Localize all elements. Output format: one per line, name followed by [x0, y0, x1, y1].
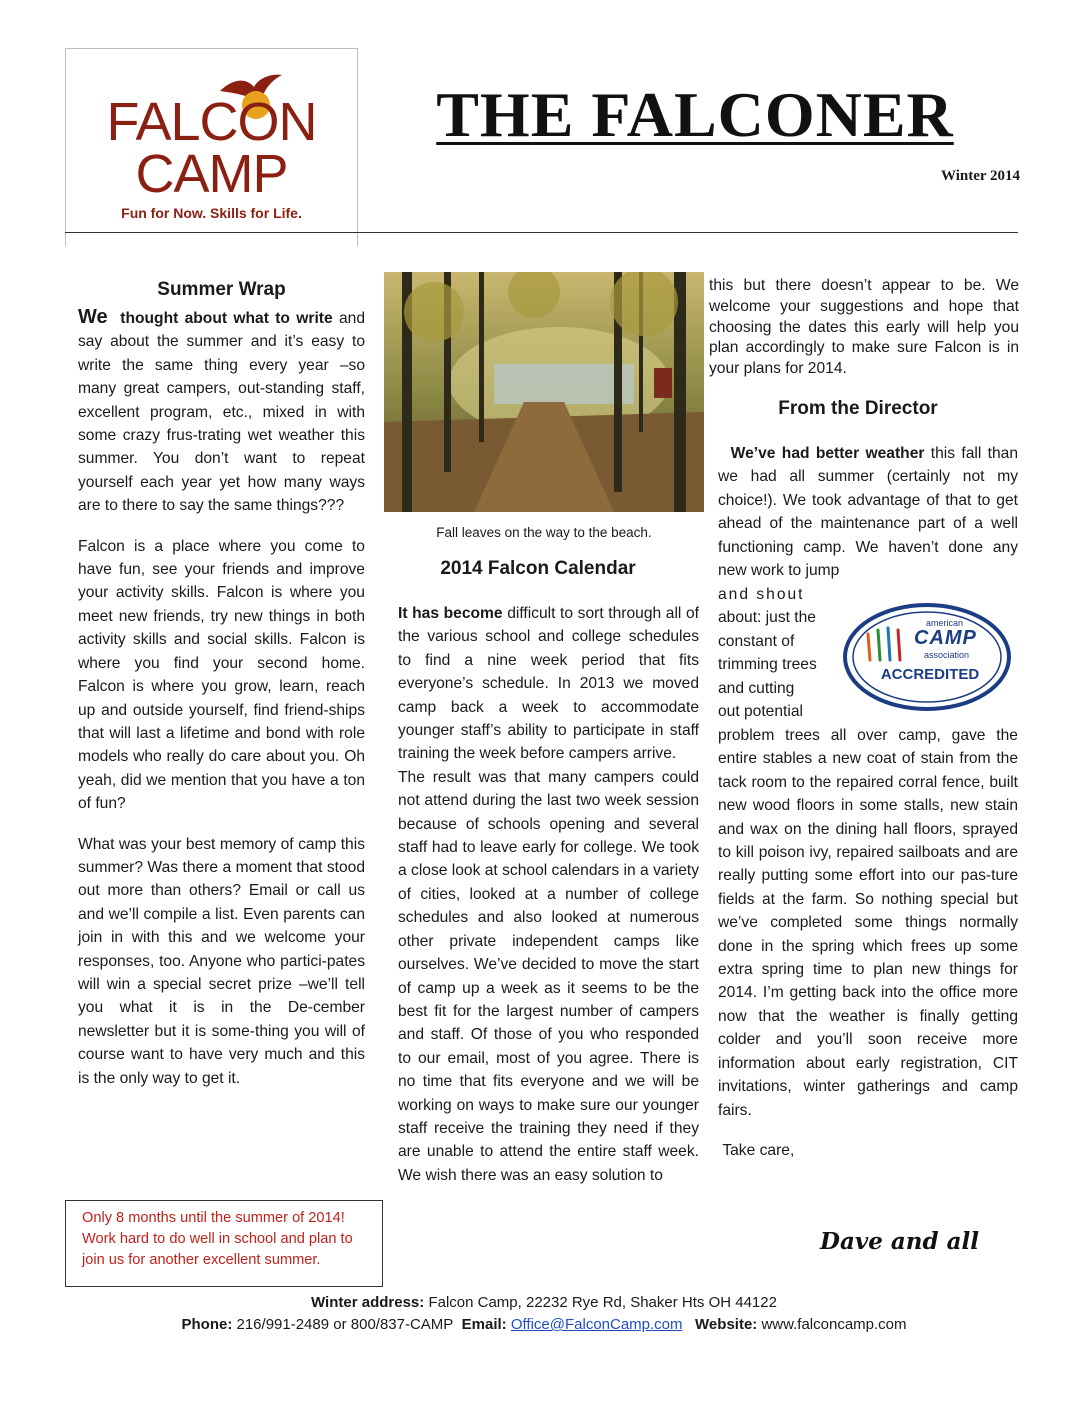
email-link[interactable]: Office@FalconCamp.com	[510, 1316, 683, 1333]
calendar-heading: 2014 Falcon Calendar	[440, 558, 636, 579]
calendar-paragraph: It has become difficult to sort through all of the various school and college schedules to find a nine week period that fits everyone’s schedule. In 2013 we moved camp back a week to accommodate younger staff’s ability to participate in staff training the week before campers arrive.	[398, 605, 699, 763]
callout-line: Work hard to do well in school and plan to join us for another excellent summer.	[82, 1231, 353, 1268]
logo-tagline: Fun for Now. Skills for Life.	[121, 205, 302, 221]
issue-date: Winter 2014	[940, 168, 1020, 184]
fall-leaves-photo	[384, 272, 704, 512]
summer-wrap-paragraph: We thought about what to write and say about the summer and it’s easy to write the same thing every year –so many great campers, out-standing staff, excellent program, etc., mixed in with some crazy frus-trating wet weather this summer. You don’t want to repeat yourself each year yet how many ways are to there to say the same things???	[78, 306, 365, 515]
header-divider	[65, 232, 1018, 233]
director-article-bottom	[718, 724, 1018, 1162]
logo-line-1: FALCON	[106, 92, 317, 152]
footer-address: Winter address: Falcon Camp, 22232 Rye Rd, Shaker Hts OH 44122	[311, 1294, 777, 1311]
countdown-callout	[65, 1200, 383, 1287]
director-paragraph: problem trees all over camp, gave the entire stables a new coat of stain from the tack room to the repaired corral fence, built new wood floors in some stalls, new stain and wax on the dining hall floors, sprayed to kill poison ivy, repaired sailboats and are really putting some effort into our pas-ture fields at the farm. So nothing special but we’ve completed some things normally done in the spring which frees up some extra spring time to plan new things for 2014. I’m getting back into the office more now that the weather is finally getting colder and you’ll soon receive more information about early registration, CIT invitations, winter gatherings and camp fairs.	[718, 727, 1018, 1119]
summer-wrap-heading: Summer Wrap	[157, 279, 286, 300]
calendar-continued: this but there doesn’t appear to be. We welcome your suggestions and hope that choosing the dates this early will help you plan accordingly to make sure Falcon is in your plans for 2014.	[709, 277, 1019, 378]
calendar-article	[398, 602, 699, 1187]
director-closing: Take care,	[722, 1141, 795, 1159]
footer-contact: Phone: 216/991-2489 or 800/837-CAMP Email: Office@FalconCamp.com Website: www.falconcamp.com	[181, 1316, 907, 1333]
director-paragraph: We’ve had better weather this fall than we had all summer (certainly not my choice!). We took advantage of that to get ahead of the maintenance part of a well functioning camp. We haven’t done any new work to jump	[718, 445, 1018, 580]
falcon-camp-logo	[65, 48, 358, 246]
callout-line: Only 8 months until the summer of 2014!	[82, 1210, 345, 1226]
summer-lead-phrase: thought about what to write	[120, 310, 333, 327]
calendar-lead: It has become	[398, 605, 503, 622]
photo-caption: Fall leaves on the way to the beach.	[436, 525, 652, 540]
summer-wrap-paragraph: Falcon is a place where you come to have fun, see your friends and improve your activity skills. Falcon is where you meet new friends, try new things in both activity skills and social skills. Falcon is where you find your second home. Falcon is where you grow, learn, reach up and outside yourself, find friend-ships that will last a lifetime and bond with role models who really do care about you. Oh yeah, did we mention that you have a ton of fun?	[78, 537, 365, 813]
summer-lead-word: We	[78, 306, 108, 328]
logo-line-2: CAMP	[135, 144, 288, 204]
director-wrap-text: and shout about: just the constant of trimming trees and cutting out potential	[718, 586, 817, 721]
acb-line-1: american	[926, 618, 964, 628]
signature: Dave and all	[820, 1228, 979, 1255]
director-lead: We’ve had better weather	[730, 445, 925, 462]
acb-badge-word: ACCREDITED	[880, 666, 980, 683]
newsletter-title: THE FALCONER	[436, 79, 954, 150]
director-article-top	[718, 442, 1018, 582]
website-text: www.falconcamp.com	[761, 1316, 907, 1333]
acb-accredited-badge	[840, 600, 1015, 715]
calendar-paragraph: The result was that many campers could not attend during the last two week session because of schools opening and several staff had to leave early for college. We took a close look at school calendars in a variety of cities, looked at a number of college schedules and also looked at numerous other private independent camps like ourselves. We’ve decided to move the start of camp up a week as it seems to be the best fit for the largest number of campers and staff. Of those of you who responded to our email, most of you agree. There is no time that fits everyone and we will be working on ways to make sure our younger staff receive the training they need if they are unable to attend the entire staff week. We wish there was an easy solution to	[398, 768, 699, 1184]
summer-wrap-article	[78, 306, 365, 1090]
acb-line-3: association	[924, 650, 970, 660]
summer-wrap-paragraph: What was your best memory of camp this summer? Was there a moment that stood out more than others? Email or call us and we’ll compile a list. Even parents can join in with this and we welcome your responses, too. Anyone who partici-pates will win a special secret prize –we’ll tell you what it is in the De-cember newsletter but it is some-thing you will of course want to have very much and this is the only way to get it.	[78, 835, 365, 1087]
director-heading: From the Director	[778, 398, 938, 419]
acb-line-2: CAMP	[914, 627, 977, 649]
